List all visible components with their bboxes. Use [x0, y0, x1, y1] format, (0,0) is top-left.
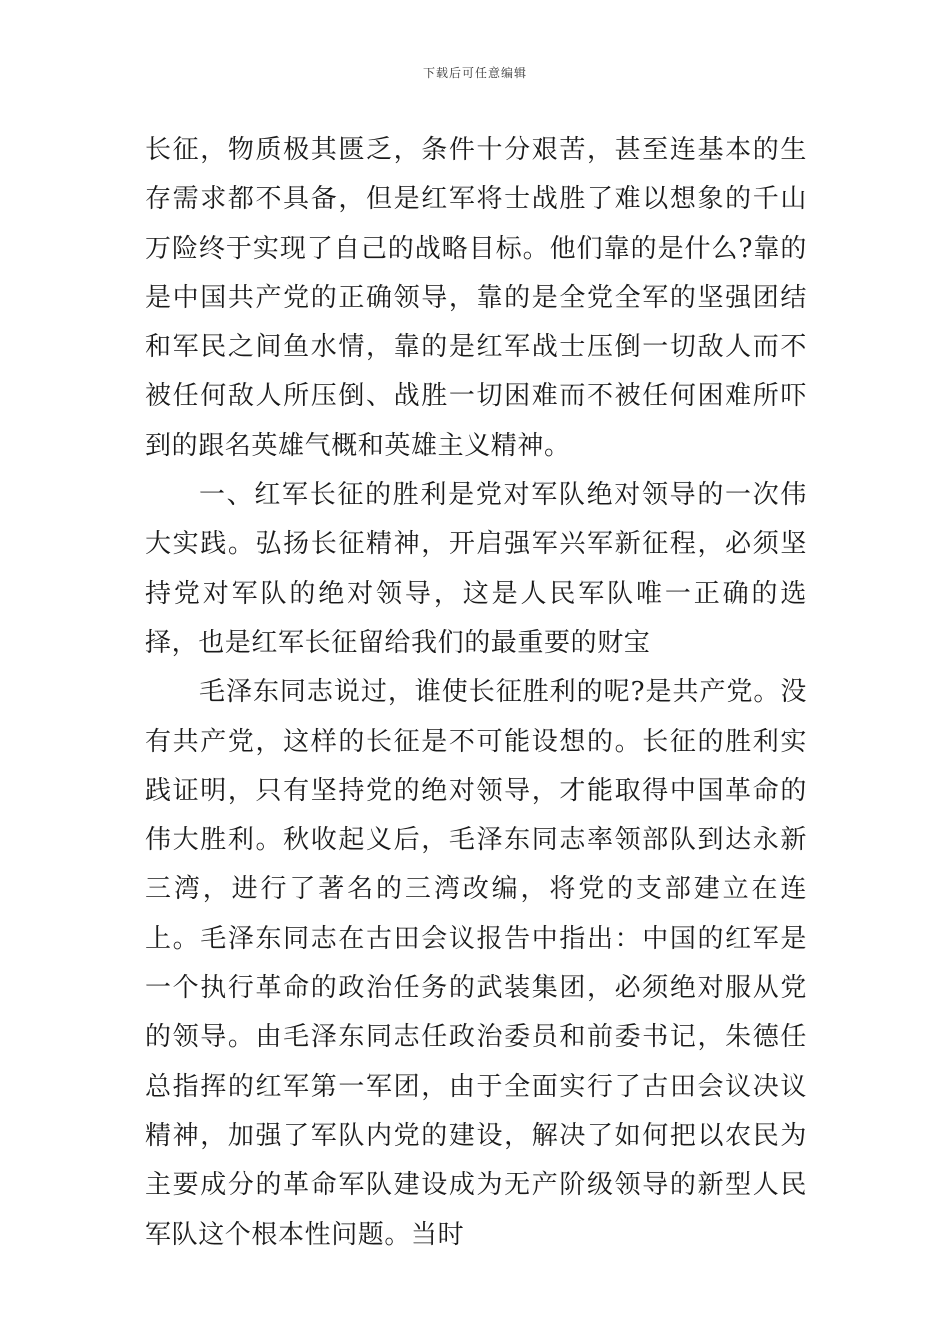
- document-body: [145, 126, 807, 1260]
- download-note: 下载后可任意编辑: [422, 66, 527, 80]
- paragraph-continuation: 长征，物质极其匮乏，条件十分艰苦，甚至连基本的生存需求都不具备，但是红军将士战胜了难以想象的千山万险终于实现了自己的战略目标。他们靠的是什么?靠的是中国共产党的正确领导，靠的是全党全军的坚强团结和军民之间鱼水情，靠的是红军战士压倒一切敌人而不被任何敌人所压倒、战胜一切困难而不被任何困难所吓到的跟名英雄气概和英雄主义精神。: [145, 135, 807, 461]
- paragraph-section-one: 一、红军长征的胜利是党对军队绝对领导的一次伟大实践。弘扬长征精神，开启强军兴军新征程，必须坚持党对军队的绝对领导，这是人民军队唯一正确的选择，也是红军长征留给我们的最重要的财宝: [145, 480, 807, 658]
- paragraph-mao-quote: 毛泽东同志说过，谁使长征胜利的呢?是共产党。没有共产党，这样的长征是不可能设想的。长征的胜利实践证明，只有坚持党的绝对领导，才能取得中国革命的伟大胜利。秋收起义后，毛泽东同志率领部队到达永新三湾，进行了著名的三湾改编，将党的支部建立在连上。毛泽东同志在古田会议报告中指出：中国的红军是一个执行革命的政治任务的武装集团，必须绝对服从党的领导。由毛泽东同志任政治委员和前委书记，朱德任总指挥的红军第一军团，由于全面实行了古田会议决议精神，加强了军队内党的建设，解决了如何把以农民为主要成分的革命军队建设成为无产阶级领导的新型人民军队这个根本性问题。当时: [145, 677, 807, 1250]
